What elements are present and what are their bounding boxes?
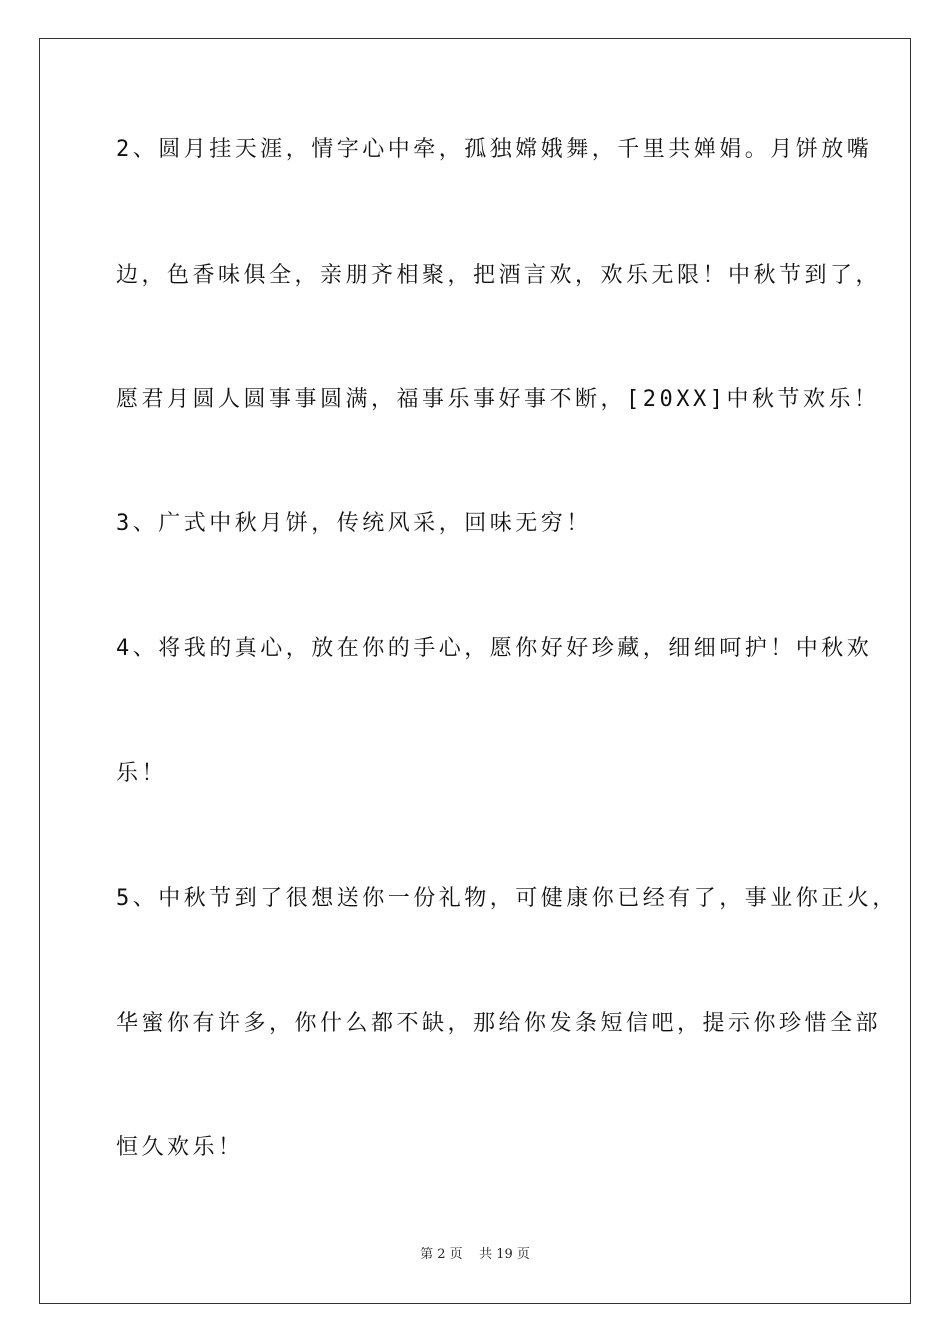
text-line: 2、圆月挂天涯，情字心中牵，孤独嫦娥舞，千里共婵娟。月饼放嘴 <box>116 137 873 162</box>
text-line: 乐！ <box>116 761 168 786</box>
text-line: 边，色香味俱全，亲朋齐相聚，把酒言欢，欢乐无限！中秋节到了， <box>116 263 882 288</box>
page-frame <box>39 38 911 1304</box>
text-line: 恒久欢乐！ <box>116 1135 244 1160</box>
text-line: 5、中秋节到了很想送你一份礼物，可健康你已经有了，事业你正火， <box>116 886 898 911</box>
text-line: 愿君月圆人圆事事圆满，福事乐事好事不断，[20XX]中秋节欢乐！ <box>116 387 880 412</box>
text-line: 3、广式中秋月饼，传统风采，回味无穷！ <box>116 511 592 536</box>
text-line: 华蜜你有许多，你什么都不缺，那给你发条短信吧，提示你珍惜全部 <box>116 1011 882 1036</box>
text-line: 4、将我的真心，放在你的手心，愿你好好珍藏，细细呵护！中秋欢 <box>116 636 873 661</box>
page-number: 第 2 页 共 19 页 <box>420 1247 530 1262</box>
